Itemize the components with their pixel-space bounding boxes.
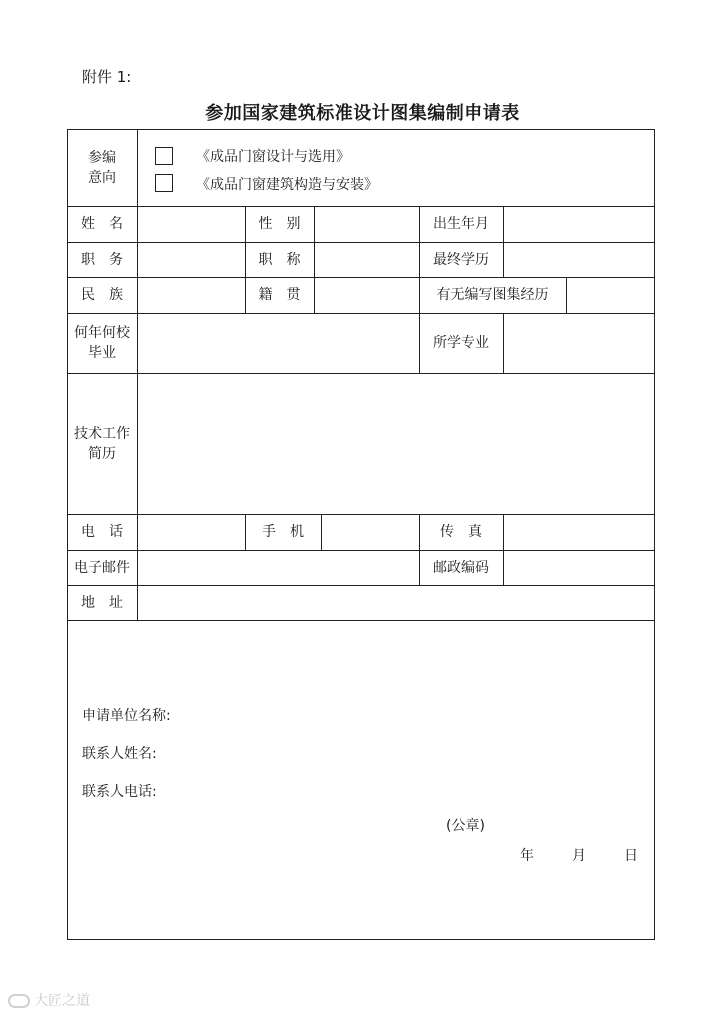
atlas-experience-label: 有无编写图集经历 [436,287,549,303]
position-field[interactable] [138,243,245,277]
major-label: 所学专业 [433,335,489,351]
school-field[interactable] [138,314,419,373]
intent-option-1: 《成品门窗设计与选用》 [196,149,350,165]
ethnicity-field[interactable] [138,278,245,313]
intent-checkbox-2[interactable] [155,174,173,192]
title-rank-field[interactable] [315,243,419,277]
mobile-label: 手机 [262,524,318,540]
watermark [8,990,90,1010]
education-label: 最终学历 [433,251,489,268]
birth-label: 出生年月 [433,216,489,232]
contact-name-label: 联系人姓名: [82,746,157,762]
school-label [67,313,137,373]
email-field[interactable] [138,551,419,585]
title-rank-label: 职称 [258,251,315,268]
row-divider [67,620,655,621]
ethnicity-label: 民族 [81,287,137,303]
resume-label-line2: 简历 [88,445,116,462]
postcode-label: 邮政编码 [433,559,489,576]
fax-field[interactable] [504,515,654,550]
mobile-field[interactable] [322,515,419,550]
email-label: 电子邮件 [74,559,130,576]
fax-label: 传真 [440,524,496,540]
atlas-experience-field[interactable] [567,278,654,313]
form-title: 参加国家建筑标准设计图集编制申请表 [205,103,520,124]
watermark-text: 大匠之道 [34,993,90,1009]
intent-option-2: 《成品门窗建筑构造与安装》 [196,177,378,193]
date-day-label: 日 [624,848,638,864]
contact-phone-label: 联系人电话: [82,784,157,800]
intent-label [67,129,137,206]
origin-label: 籍贯 [258,287,315,303]
major-field[interactable] [504,314,654,373]
address-label: 地址 [81,594,137,611]
resume-label-line1: 技术工作 [74,425,130,442]
watermark-logo-icon [8,994,30,1008]
postcode-field[interactable] [504,551,654,585]
phone-field[interactable] [138,515,245,550]
birth-field[interactable] [504,207,654,242]
school-label-line1: 何年何校 [74,325,130,341]
school-label-line2: 毕业 [88,345,116,361]
resume-field[interactable] [138,374,654,514]
gender-field[interactable] [315,207,419,242]
date-year-label: 年 [520,848,534,864]
intent-label-line2: 意向 [88,169,116,186]
seal-label: (公章) [446,818,485,834]
intent-checkbox-1[interactable] [155,147,173,165]
education-field[interactable] [504,243,654,277]
date-month-label: 月 [572,848,586,864]
resume-label [67,373,137,514]
attachment-label: 附件 1: [82,68,132,86]
gender-label: 性别 [258,216,315,232]
address-field[interactable] [138,586,654,620]
name-label: 姓名 [81,216,137,232]
org-name-label: 申请单位名称: [82,708,171,724]
intent-label-line1: 参编 [88,149,116,166]
name-field[interactable] [138,207,245,242]
position-label: 职务 [81,251,137,268]
origin-field[interactable] [315,278,419,313]
phone-label: 电话 [81,524,137,540]
